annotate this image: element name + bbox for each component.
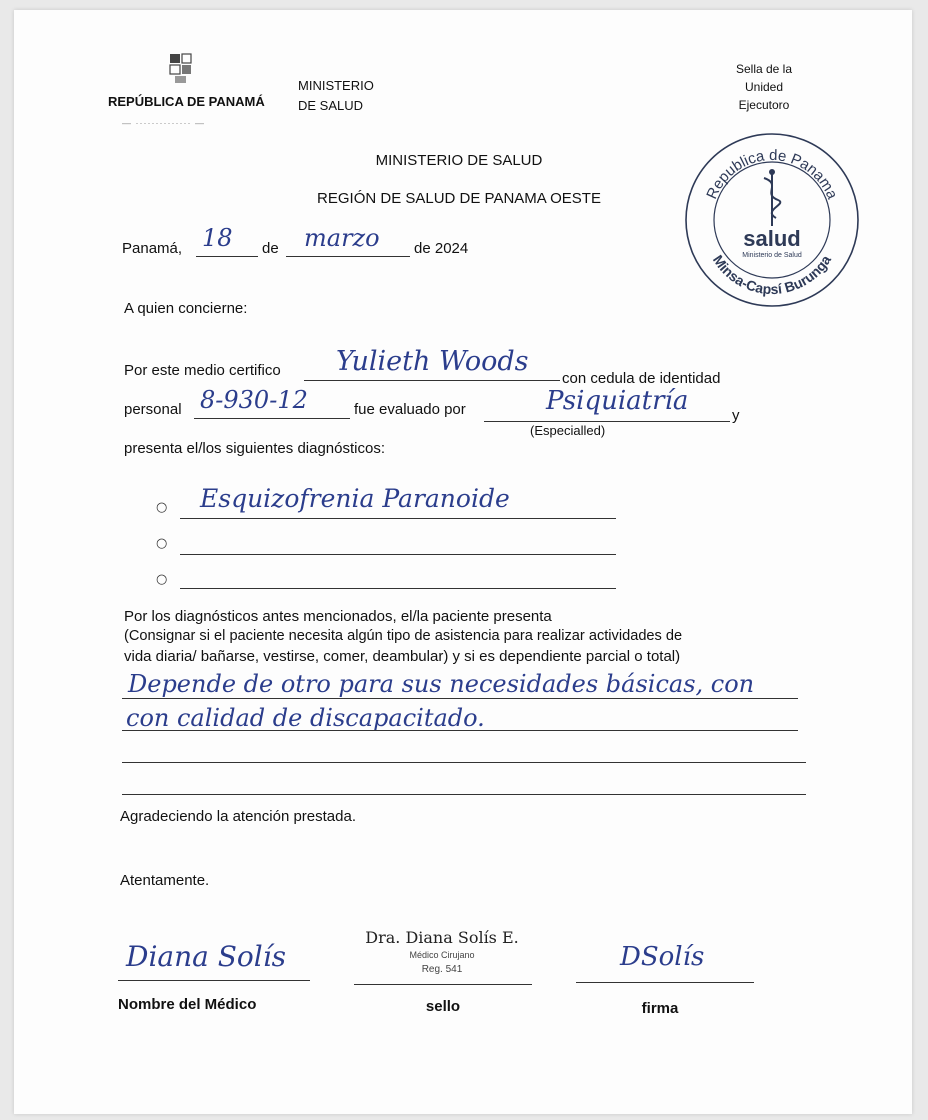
specialty: Psiquiatría (546, 386, 689, 416)
patient-name-line (304, 380, 560, 381)
condition-answer-2: con calidad de discapacitado. (126, 704, 485, 732)
condition-line-d (122, 794, 806, 795)
doctor-label: Nombre del Médico (118, 996, 257, 1013)
diagnosis-line-1 (180, 518, 616, 519)
condition-answer-1: Depende de otro para sus necesidades básicas, con (128, 670, 755, 698)
seal-reg: Reg. 541 (421, 964, 463, 975)
condition-line1: Por los diagnósticos antes mencionados, el/la paciente presenta (124, 608, 552, 625)
specialty-line (484, 421, 730, 422)
ministry-header-line2: DE SALUD (298, 98, 364, 113)
diagnosis-line-2 (180, 554, 616, 555)
diagnosis-1: Esquizofrenia Paranoide (200, 484, 510, 513)
date-day: 18 (202, 224, 233, 252)
specialty-y: y (732, 407, 740, 424)
diagnostics-label: presenta el/los siguientes diagnósticos: (124, 440, 385, 457)
specialty-caption: (Especialled) (530, 423, 606, 438)
date-prefix: Panamá, (122, 240, 183, 257)
patient-name: Yulieth Woods (336, 346, 529, 377)
title-line1: MINISTERIO DE SALUD (375, 152, 543, 169)
stamp-bottom-text: Minsa-Capsí Burunga (709, 252, 834, 298)
firma-signature: DSolís (620, 942, 705, 972)
diagnosis-bullet-3: ○ (156, 572, 168, 587)
diagnosis-bullet-1: ○ (156, 500, 168, 515)
republic-subtext: — ·············· — (122, 118, 205, 128)
title-line2: REGIÓN DE SALUD DE PANAMA OESTE (317, 190, 601, 207)
date-de: de (262, 240, 279, 257)
stamp-label-line1: Sella de la (735, 62, 793, 76)
caduceus-icon (764, 169, 780, 226)
ministry-header-line1: MINISTERIO (298, 78, 374, 93)
doctor-name-line (118, 980, 310, 981)
certify-label: Por este medio certifico (124, 362, 281, 379)
stamp-label-line2: Unided (744, 80, 784, 94)
id-line (194, 418, 350, 419)
salutation: A quien concierne: (124, 300, 248, 317)
date-year: de 2024 (414, 240, 469, 257)
date-month: marzo (304, 224, 380, 252)
condition-line2: (Consignar si el paciente necesita algún tipo de asistencia para realizar actividades de (124, 628, 683, 644)
closing-thanks: Agradeciendo la atención prestada. (120, 808, 357, 825)
seal-line (354, 984, 532, 985)
condition-line-c (122, 762, 806, 763)
stamp-brand: salud (743, 226, 801, 251)
firma-label: firma (641, 1000, 679, 1017)
stamp-label-line3: Ejecutoro (738, 98, 790, 112)
republic-label: REPÚBLICA DE PANAMÁ (108, 94, 265, 109)
firma-line (576, 982, 754, 983)
official-round-stamp (682, 128, 862, 308)
doctor-signature: Diana Solís (126, 940, 287, 973)
certificate-page (14, 10, 912, 1114)
day-line (196, 256, 258, 257)
month-line (286, 256, 410, 257)
diagnosis-line-3 (180, 588, 616, 589)
id-number: 8-930-12 (200, 386, 308, 414)
seal-name: Dra. Diana Solís E. (365, 928, 519, 947)
condition-line3: vida diaria/ bañarse, vestirse, comer, deambular) y si es dependiente parcial o total) (124, 648, 681, 665)
stamp-top-text: Republica de Panama (703, 146, 841, 202)
panama-coat-of-arms-icon (166, 52, 196, 86)
diagnosis-bullet-2: ○ (156, 536, 168, 551)
stamp-brand-sub: Ministerio de Salud (742, 252, 802, 259)
closing-regards: Atentamente. (120, 872, 210, 889)
personal-label: personal (124, 401, 182, 418)
evaluated-by-text: fue evaluado por (354, 401, 466, 418)
seal-label: sello (425, 998, 461, 1015)
seal-title: Médico Cirujano (409, 950, 475, 960)
after-name-text: con cedula de identidad (562, 370, 721, 387)
condition-line-a (122, 698, 798, 699)
condition-line-b (122, 730, 798, 731)
